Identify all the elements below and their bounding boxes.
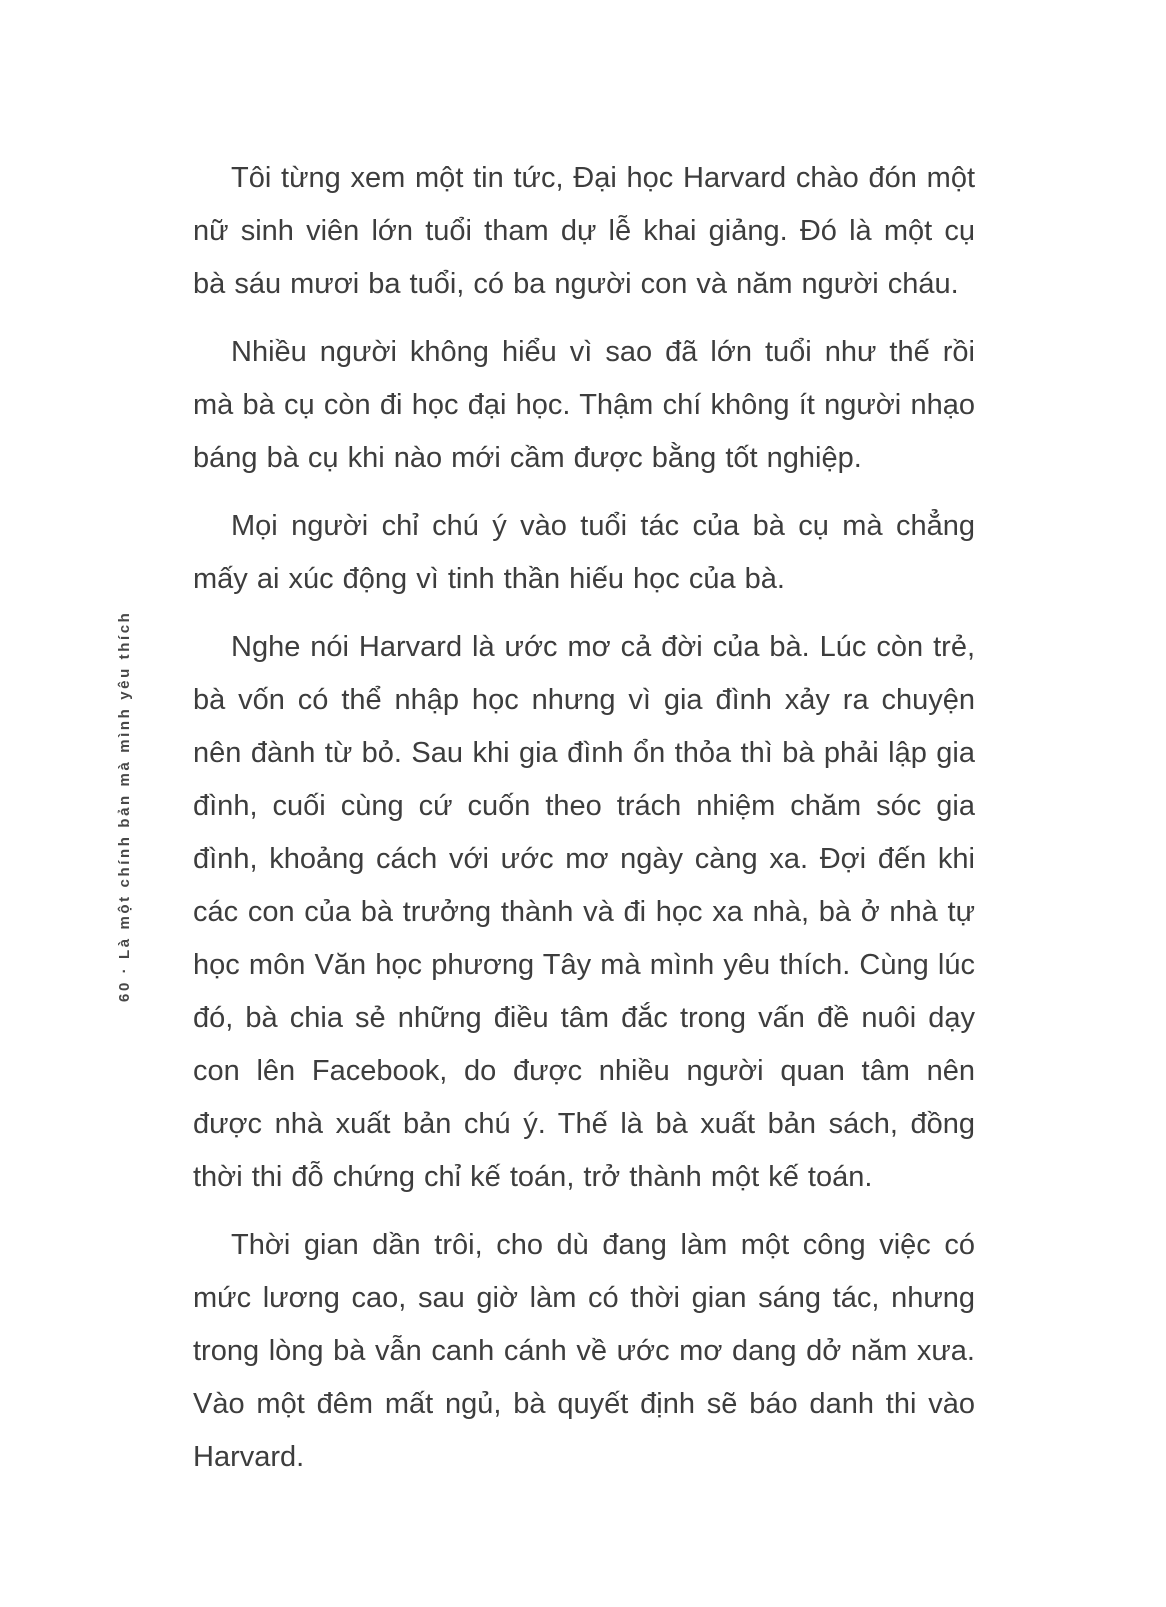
paragraph-2: Nhiều người không hiểu vì sao đã lớn tuổi như thế rồi mà bà cụ còn đi học đại học. Thậm chí không ít người nhạo báng bà cụ khi nào mới cầm được bằng tốt nghiệp. bbox=[193, 336, 975, 474]
page-margin-label: 60 · Là một chính bản mà mình yêu thích bbox=[116, 610, 133, 1002]
paragraph-4: Nghe nói Harvard là ước mơ cả đời của bà. Lúc còn trẻ, bà vốn có thể nhập học nhưng vì gia đình xảy ra chuyện nên đành từ bỏ. Sau khi gia đình ổn thỏa thì bà phải lập gia đình, cuối cùng cứ cuốn theo trách nhiệm chăm sóc gia đình, khoảng cách với ước mơ ngày càng xa. Đợi đến khi các con của bà trưởng thành và đi học xa nhà, bà ở nhà tự học môn Văn học phương Tây mà mình yêu thích. Cùng lúc đó, bà chia sẻ những điều tâm đắc trong vấn đề nuôi dạy con lên Facebook, do được nhiều người quan tâm nên được nhà xuất bản chú ý. Thế là bà xuất bản sách, đồng thời thi đỗ chứng chỉ kế toán, trở thành một kế toán. bbox=[193, 631, 975, 1193]
page-content bbox=[193, 152, 975, 1499]
paragraph-3: Mọi người chỉ chú ý vào tuổi tác của bà cụ mà chẳng mấy ai xúc động vì tinh thần hiếu học của bà. bbox=[193, 510, 975, 595]
paragraph-5: Thời gian dần trôi, cho dù đang làm một công việc có mức lương cao, sau giờ làm có thời gian sáng tác, nhưng trong lòng bà vẫn canh cánh về ước mơ dang dở năm xưa. Vào một đêm mất ngủ, bà quyết định sẽ báo danh thi vào Harvard. bbox=[193, 1229, 975, 1473]
paragraph-1: Tôi từng xem một tin tức, Đại học Harvard chào đón một nữ sinh viên lớn tuổi tham dự lễ khai giảng. Đó là một cụ bà sáu mươi ba tuổi, có ba người con và năm người cháu. bbox=[193, 162, 975, 300]
